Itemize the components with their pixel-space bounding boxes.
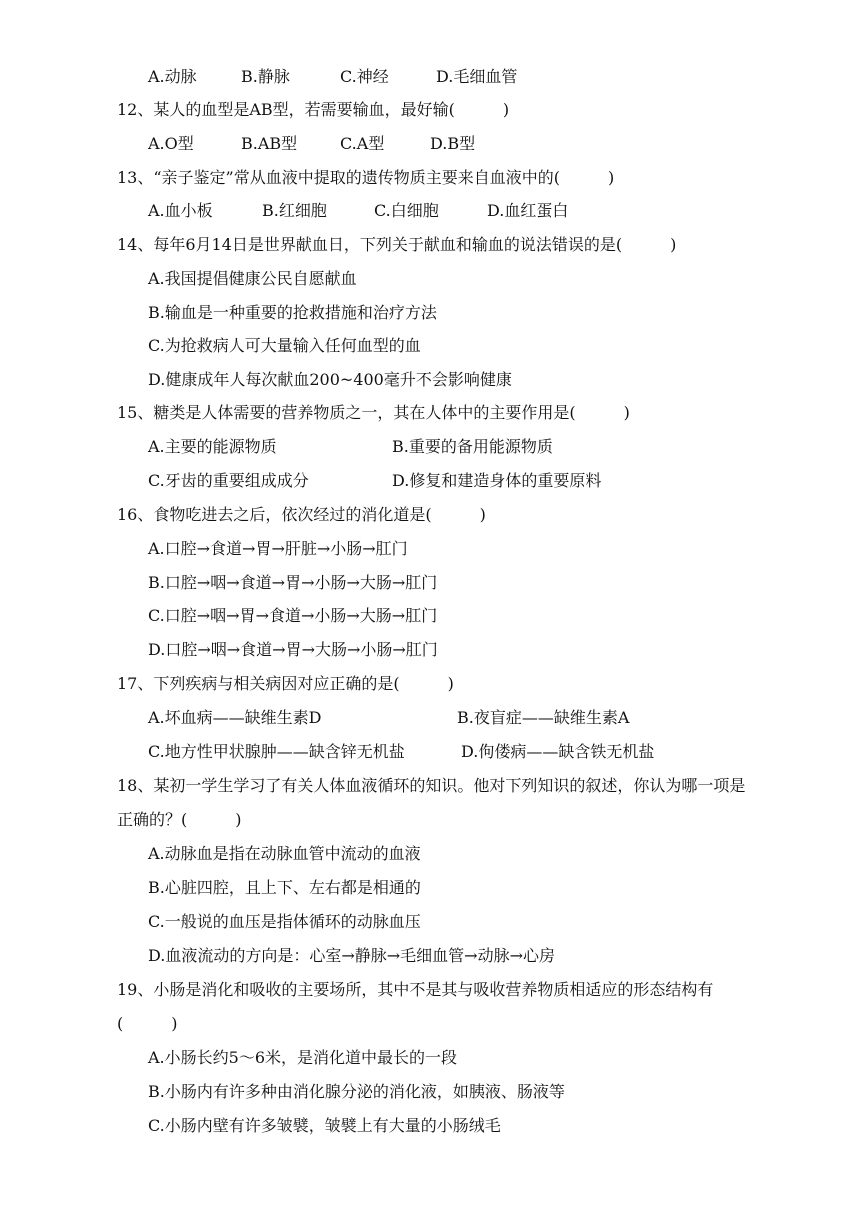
q19-option-c: C.小肠内壁有许多皱襞，皱襞上有大量的小肠绒毛 [148,1116,501,1135]
q12-option-b: B.AB型 [241,134,298,153]
q18-option-a: A.动脉血是指在动脉血管中流动的血液 [148,844,421,863]
q18-stem-line-2: 正确的？( ) [117,810,242,829]
q14-option-c: C.为抢救病人可大量输入任何血型的血 [148,336,421,355]
q12-stem: 12、某人的血型是AB型，若需要输血，最好输( ) [117,100,510,119]
q19-stem-line-2: ( ) [117,1014,178,1033]
q13-option-c: C.白细胞 [374,201,439,220]
q15-option-d: D.修复和建造身体的重要原料 [392,471,602,490]
q18-option-c: C.一般说的血压是指体循环的动脉血压 [148,912,421,931]
q19-option-a: A.小肠长约5～6米，是消化道中最长的一段 [148,1048,458,1067]
q16-option-a: A.口腔→食道→胃→肝脏→小肠→肛门 [148,539,408,558]
q12-option-d: D.B型 [430,134,476,153]
q17-option-b: B.夜盲症——缺维生素A [457,708,630,727]
q16-option-b: B.口腔→咽→食道→胃→小肠→大肠→肛门 [148,573,438,592]
q13-stem: 13、“亲子鉴定”常从血液中提取的遗传物质主要来自血液中的( ) [117,168,615,187]
q18-option-d: D.血液流动的方向是：心室→静脉→毛细血管→动脉→心房 [148,946,555,965]
q11-option-c: C.神经 [340,67,389,86]
q17-stem: 17、下列疾病与相关病因对应正确的是( ) [117,674,454,693]
q14-option-d: D.健康成年人每次献血200~400毫升不会影响健康 [148,370,512,389]
q11-option-b: B.静脉 [241,67,290,86]
q18-option-b: B.心脏四腔，且上下、左右都是相通的 [148,878,421,897]
q15-option-b: B.重要的备用能源物质 [392,437,553,456]
q16-option-d: D.口腔→咽→食道→胃→大肠→小肠→肛门 [148,640,438,659]
q11-option-a: A.动脉 [148,67,197,86]
q17-option-a: A.坏血病——缺维生素D [148,708,322,727]
q14-stem: 14、每年6月14日是世界献血日，下列关于献血和输血的说法错误的是( ) [117,235,677,254]
q15-option-a: A.主要的能源物质 [148,437,277,456]
q19-option-b: B.小肠内有许多种由消化腺分泌的消化液，如胰液、肠液等 [148,1082,565,1101]
q16-stem: 16、食物吃进去之后，依次经过的消化道是( ) [117,505,486,524]
q19-stem-line-1: 19、小肠是消化和吸收的主要场所，其中不是其与吸收营养物质相适应的形态结构有 [117,980,714,999]
q13-option-a: A.血小板 [148,201,213,220]
q17-option-d: D.佝偻病——缺含铁无机盐 [461,742,655,761]
q12-option-c: C.A型 [340,134,385,153]
q13-option-d: D.血红蛋白 [487,201,569,220]
q18-stem-line-1: 18、某初一学生学习了有关人体血液循环的知识。他对下列知识的叙述，你认为哪一项是 [117,776,746,795]
q13-option-b: B.红细胞 [262,201,327,220]
q15-option-c: C.牙齿的重要组成成分 [148,471,309,490]
q14-option-b: B.输血是一种重要的抢救措施和治疗方法 [148,303,437,322]
q16-option-c: C.口腔→咽→胃→食道→小肠→大肠→肛门 [148,606,438,625]
q14-option-a: A.我国提倡健康公民自愿献血 [148,269,357,288]
q12-option-a: A.O型 [148,134,194,153]
q15-stem: 15、糖类是人体需要的营养物质之一，其在人体中的主要作用是( ) [117,403,630,422]
q11-option-d: D.毛细血管 [436,67,518,86]
q17-option-c: C.地方性甲状腺肿——缺含锌无机盐 [148,742,405,761]
